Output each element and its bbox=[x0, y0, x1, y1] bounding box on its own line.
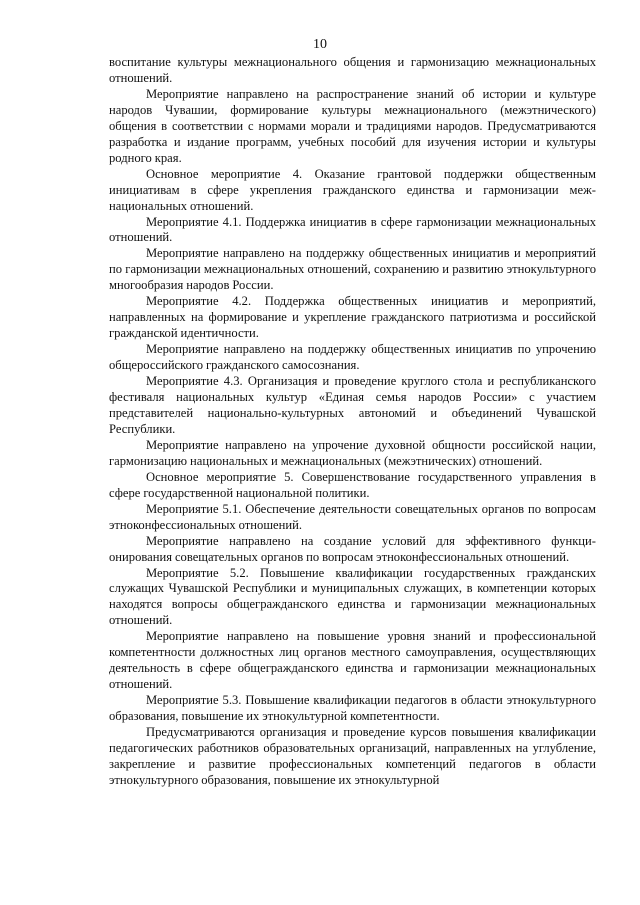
paragraph-event-4-1-description: Мероприятие направлено на поддержку общественных инициатив и мероприятий по гармонизации межнациональных отношений, сохранению и развитию этнокультурного многообразия народов России. bbox=[109, 246, 596, 293]
paragraph-event-5-2-description: Мероприятие направлено на повышение уровня знаний и профессиональной компетентности должностных лиц органов местного самоуправления, осуществляющих деятельность в сфере общегражданского единства и гармонизации межнациональных отношений. bbox=[109, 629, 596, 692]
paragraph-continuation: воспитание культуры межнационального общения и гармонизацию межнациональных отношений. bbox=[109, 55, 596, 85]
paragraph-event-4-3: Мероприятие 4.3. Организация и проведение круглого стола и республиканского фестиваля национальных культур «Единая семья народов России» с участием представителей национально-культурных автономий и объединений Чувашской Республики. bbox=[109, 374, 596, 436]
paragraph-main-event-4: Основное мероприятие 4. Оказание грантовой поддержки общественным инициативам в сфере укрепления гражданского единства и гармонизации межнациональных отношений. bbox=[109, 166, 596, 213]
paragraph-event-5-1: Мероприятие 5.1. Обеспечение деятельности совещательных органов по вопросам этноконфессиональных отношений. bbox=[109, 501, 596, 532]
paragraph-event-5-1-description: Мероприятие направлено на создание условий для эффективного функционирования совещательных органов по вопросам этноконфессиональных отношений. bbox=[109, 533, 596, 564]
paragraph-event-4-3-description: Мероприятие направлено на упрочение духовной общности российской нации, гармонизацию национальных и межнациональных (межэтнических) отношений. bbox=[109, 437, 596, 468]
paragraph-event-5-3: Мероприятие 5.3. Повышение квалификации педагогов в области этнокультурного образования, повышение их этнокультурной компетентности. bbox=[109, 693, 596, 724]
paragraph-event-5-2: Мероприятие 5.2. Повышение квалификации государственных гражданских служащих Чувашской Республики и муниципальных служащих, в компетенции которых находятся вопросы общегражданского единства и гармонизации межнациональных отношений. bbox=[109, 565, 596, 628]
paragraph-event-4-1: Мероприятие 4.1. Поддержка инициатив в сфере гармонизации межнациональных отношений. bbox=[109, 214, 596, 245]
paragraph-event-5-3-description: Предусматриваются организация и проведение курсов повышения квалификации педагогических работников образовательных организаций, направленных на углубление, закрепление и развитие профессиональных компетенций педагогов в области этнокультурного образования, повышение их этнокультурной bbox=[109, 725, 596, 787]
paragraph-event-4-2: Мероприятие 4.2. Поддержка общественных инициатив и мероприятий, направленных на формирование и укрепление гражданского патриотизма и российской гражданской идентичности. bbox=[109, 294, 596, 341]
paragraph-event-description: Мероприятие направлено на распространение знаний об истории и культуре народов Чувашии, формирование культуры межнационального (межэтнического) общения в соответствии с нормами морали и традициями народов. Предусматриваются разработка и издание программ, учебных пособий для изучения истории и культуры родного края. bbox=[109, 86, 596, 165]
paragraph-main-event-5: Основное мероприятие 5. Совершенствование государственного управления в сфере государственной национальной политики. bbox=[109, 469, 596, 500]
page-number: 10 bbox=[313, 37, 327, 52]
body-text bbox=[109, 55, 596, 789]
paragraph-event-4-2-description: Мероприятие направлено на поддержку общественных инициатив по упрочению общероссийского гражданского самосознания. bbox=[109, 342, 596, 373]
